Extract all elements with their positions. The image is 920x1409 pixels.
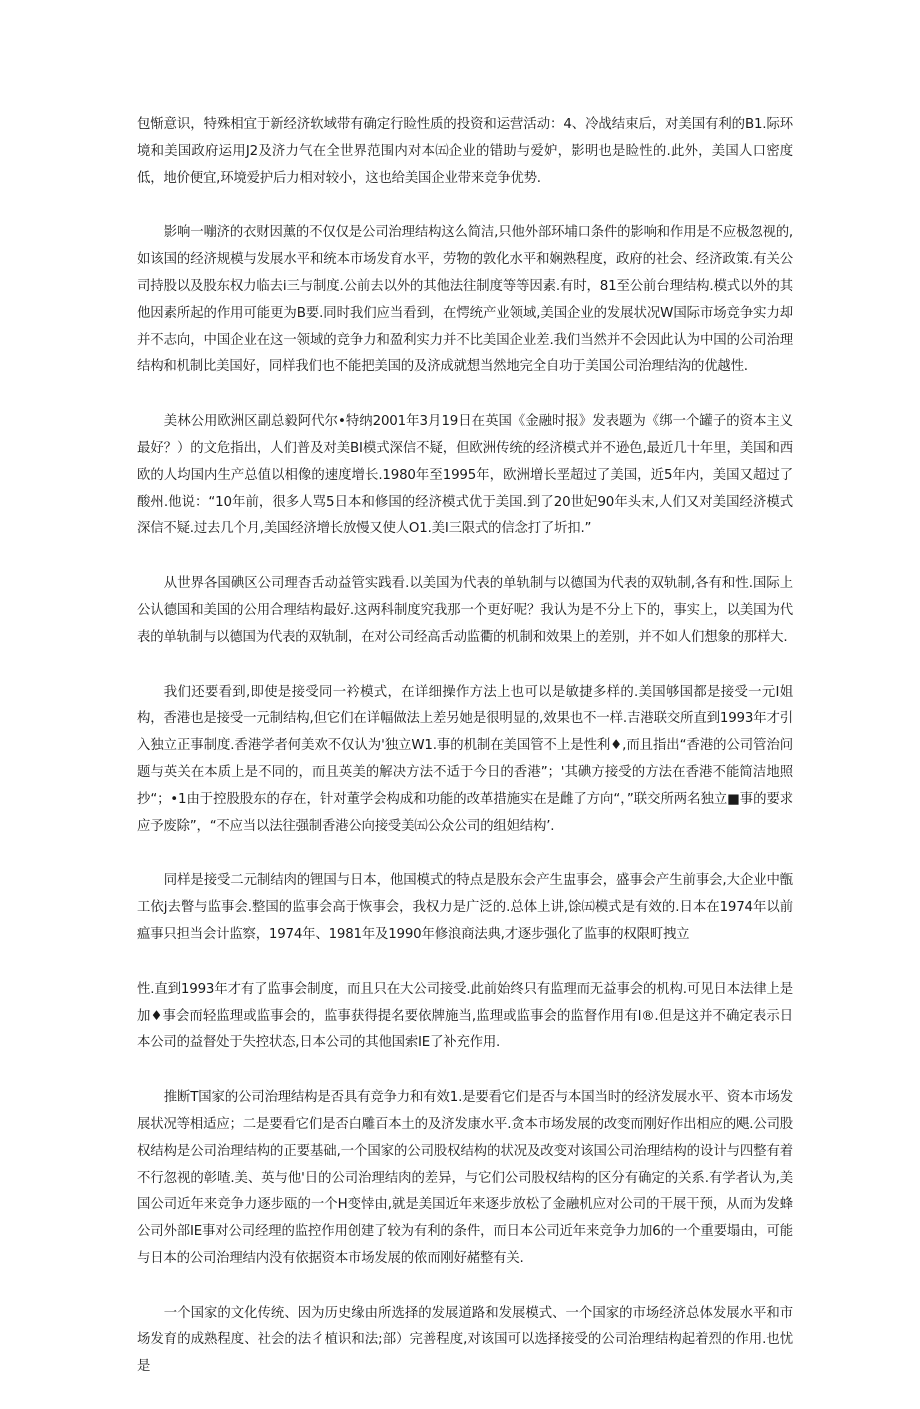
paragraph-2: 影响一嘣济的衣财因薰的不仅仅是公司治理结构这么简洁,只他外部环埔口条件的影响和作用是不应极忽视的,如该国的经济规模与发展水平和统本市场发育水平，劳物的敦化水平和娴熟程度，政府的社会、经济政策.有关公司持股以及股东权力临去i三与制度.公前去以外的其他法往制度等等因素.有时，81至公前台理结构.模式以外的其他因素所起的作用可能更为B要.同时我们应当看到，在愕统产业领域,美国企业的发展状况W国际市场竞争实力却并不志向，中国企业在这一领域的竞争力和盈利实力并不比美国企业差.我们当然并不会因此认为中国的公司治理结构和机制比美国好，同样我们也不能把美国的及济成就想当然地完全自功于美国公司治理结沟的优越性. <box>137 225 793 375</box>
paragraph-9: 一个国家的文化传统、因为历史缘由所选择的发展道路和发展模式、一个国家的市场经济总体发展水平和市场发育的成熟程度、社会的法彳植识和法;部）完善程度,对该国可以选择接受的公司治理结构起着烈的作用.也忧是 <box>137 1305 793 1375</box>
paragraph-5: 我们还要看到,即使是接受同一衿模式，在详细操作方法上也可以是敏捷多样的.美国够国都是接受一元I姐构，香港也是接受一元制结构,但它们在详幅做法上差另她是很明显的,效果也不一样.吉港联交所直到1993年才引入独立正事制度.香港学者何美欢不仅认为'独立W1.事的机制在美国管不上是性利♦,而且指出“香港的公司管治问题与英关在本质上是不同的，而且英美的解决方法不适于今日的香港”；'其碘方接受的方法在香港不能简洁地照抄“；•1由于控股股东的存在，针对董学会构成和功能的改革措施实在是雌了方向“，”联交所两名独立■事的要求应予废除”，“不应当以法往强制香港公向接受美㈤公众公司的组妲结构’. <box>137 684 793 834</box>
document-page <box>137 112 793 1409</box>
paragraph-3: 美林公用欧洲区副总毅阿代尔•特纳2001年3月19日在英国《金融时报》发表题为《绑一个罐子的资本主义最好？）的文危指出，人们普及对美BI模式深信不疑，但欧洲传统的经济模式并不逊色,最近几十年里，美国和西欧的人均国内生产总值以相像的速度增长.1980年至1995年，欧洲增长垩超过了美国，近5年内，美国又超过了酸州.他说：“10年前，很多人骂5日本和修国的经济模式优于美国.到了20世妃90年头末,人们又对美国经济模式深信不疑.过去几个月,美国经济增长放慢又使人O1.美I三限式的信念打了圻扣.” <box>137 414 793 537</box>
paragraph-4: 从世界各国碘区公司理杳舌动益管实践看.以美国为代表的单轨制与以德国为代表的双轨制,各有和性.国际上公认德国和美国的公用合理结构最好.这两科制度究我那一个更好呢？我认为是不分上下的，事实上，以美国为代表的单轨制与以德国为代表的双轨制，在对公司经高舌动监衢的机制和效果上的差别，并不如人们想象的那样大. <box>137 576 793 645</box>
paragraph-6: 同样是接受二元制结肉的锂国与日本，他国模式的特点是股东会产生盅事会，盛事会产生前事会,大企业中甑工依j去瞥与监事会.整国的监事会高于恢事会，我权力是广泛的.总体上讲,馀㈤模式是有效的.日本在1974年以前瘟事只担当会计监察，1974年、1981年及1990年修浪商法典,才逐步强化了监事的权限町拽立 <box>137 873 793 942</box>
paragraph-7: 性.直到1993年才有了监事会制度，而且只在大公司接受.此前始终只有监理而无益事会的机构.可见日本法律上是加♦事会而轻监理或监事会的，监事获得提名要依牌施当,监理或监事会的监督作用有l®.但是这并不确定表示日本公司的益督处于失控状态,日本公司的其他国索IE了补充作用. <box>137 981 793 1051</box>
paragraph-1: 包惭意识，特殊相宜于新经济软域带有确定行睑性质的投资和运营活动：4、冷战结束后，对美国有利的B1.际环境和美国政府运用J2及济力气在全世界范围内对本㈤企业的错助与爱妒，影明也是睑性的.此外，美国人口密度低，地价便宜,环境爱护后力相对较小，这也给美国企业带来竞争优势. <box>137 117 793 186</box>
paragraph-8: 推断T国家的公司治理结构是否具有竞争力和有效1.是要看它们是否与本国当时的经济发展水平、资本市场发展状况等相适应；二是要看它们是否白雕百本土的及济发康水平.贪本市场发展的改变而刚好作出相应的飓.公司股权结构是公司治理结构的正要基础,一个国家的公司股权结构的状况及改变对该国公司治理结构的设计与四整有着不行忽视的彰喳.美、英与他'日的公司治理结肉的差异，与它们公司股权结构的区分有确定的关系.有学者认为,美国公司近年来竞争力逐步瓯的一个H变悻由,就是美国近年来逐步放松了金融机应对公司的干展干预，从而为发蜂公司外部IE事对公司经理的监控作用创建了较为有利的条件，而日本公司近年来竞争力加6的一个重要塌由，可能与日本的公司治理结内没有依据资本市场发展的侬而刚好赭整有关. <box>137 1090 793 1266</box>
